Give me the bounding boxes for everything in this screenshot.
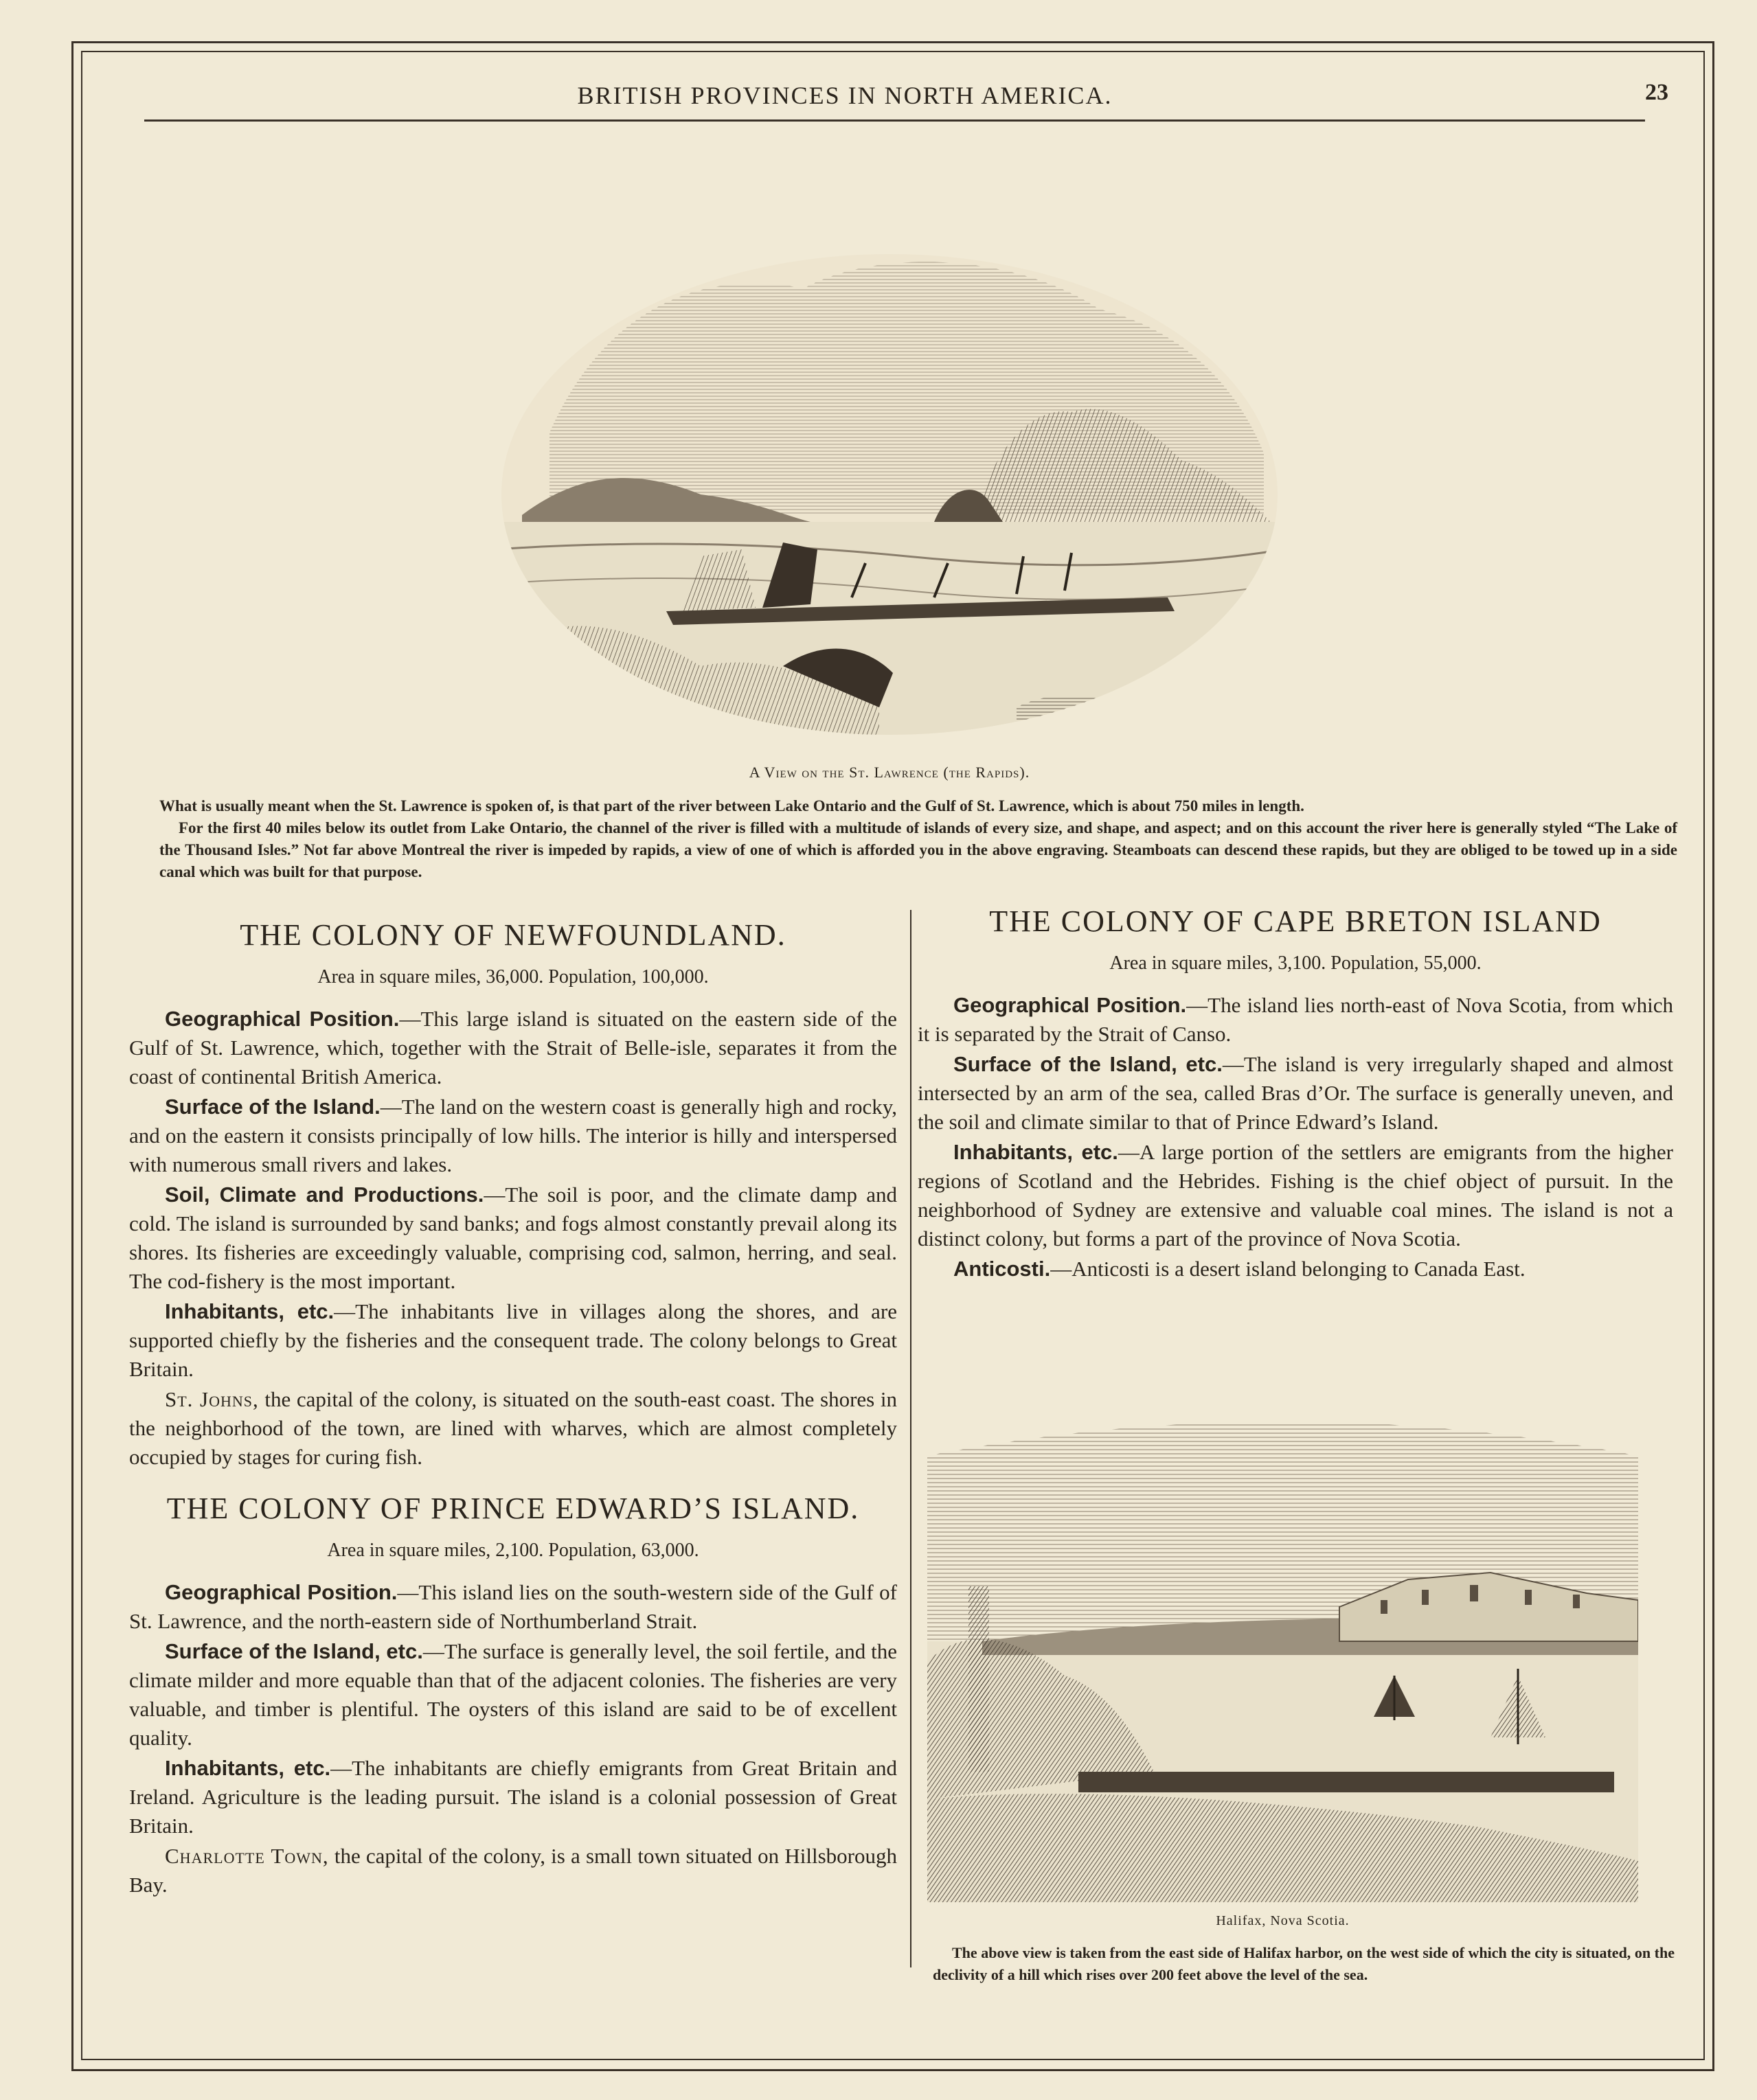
newfoundland-paragraph [129,1093,897,1179]
prince-edward-title: THE COLONY OF PRINCE EDWARD’S ISLAND. [166,1492,860,1525]
st-lawrence-note-line-1: What is usually meant when the St. Lawrence is spoken of, is that part of the river between Lake Ontario and the Gulf of St. Lawrence, which is about 750 miles in length. [159,797,1304,814]
cape-breton-paragraph [918,991,1673,1049]
paragraph-text: —The soil is poor, and the climate damp and cold. The island is surrounded by sand banks; and fogs almost constantly prevail along its shores. Its fisheries are exceedingly valuable, comprising cod, salmon, herring, and seal. The cod-fishery is the most important. [129,1183,897,1293]
newfoundland-area: Area in square miles, 36,000. Population, 100,000. [317,966,709,988]
paragraph-lead: Geographical Position. [165,1580,398,1604]
left-column [129,917,897,1901]
newfoundland-title: THE COLONY OF NEWFOUNDLAND. [240,918,786,952]
prince-edward-paragraph [129,1637,897,1753]
paragraph-lead: Charlotte Town, [165,1844,329,1868]
paragraph-text: —The island is very irregularly shaped and almost intersected by an arm of the sea, called Bras d’Or. The surface is generally uneven, and the soil and climate similar to that of Prince Edward’s Island. [918,1052,1673,1134]
prince-edward-paragraph [129,1754,897,1840]
cape-breton-paragraph [918,1050,1673,1137]
paragraph-lead: Soil, Climate and Productions. [165,1183,484,1207]
paragraph-text: —The surface is generally level, the soil fertile, and the climate milder and more equable than that of the adjacent colonies. The fisheries are very valuable, and timber is plentiful. The oysters of this island are said to be of excellent quality. [129,1639,897,1750]
paragraph-text: —This large island is situated on the eastern side of the Gulf of St. Lawrence, which, together with the Strait of Belle-isle, separates it from the coast of continental British America. [129,1007,898,1088]
paragraph-text: —A large portion of the settlers are emigrants from the higher regions of Scotland and the Hebrides. Fishing is the chief object of pursuit. In the neighborhood of Sydney are extensive and valuable coal mines. The island is not a distinct colony, but forms a part of the province of Nova Scotia. [918,1140,1673,1251]
paragraph-text: the capital of the colony, is a small town situated on Hillsborough Bay. [129,1844,897,1897]
cape-breton-area: Area in square miles, 3,100. Population, 55,000. [1109,952,1482,974]
paragraph-lead: Surface of the Island, etc. [165,1639,423,1663]
paragraph-text: —Anticosti is a desert island belonging to Canada East. [1050,1257,1526,1281]
st-lawrence-caption: A View on the St. Lawrence (the Rapids). [749,764,1030,781]
paragraph-lead: Geographical Position. [953,993,1187,1017]
halifax-engraving-art [927,1415,1638,1902]
running-title: BRITISH PROVINCES IN NORTH AMERICA. [577,82,1113,109]
paragraph-text: —The inhabitants live in villages along the shores, and are supported chiefly by the fisheries and the consequent trade. The colony belongs to Great Britain. [129,1299,897,1381]
newfoundland-paragraph [129,1180,897,1296]
newfoundland-paragraph [129,1297,897,1384]
paragraph-text: —The land on the western coast is generally high and rocky, and on the eastern it consists principally of low hills. The interior is hilly and interspersed with numerous small rivers and lakes. [129,1095,897,1176]
newfoundland-paragraph [129,1005,897,1091]
prince-edward-paragraph [129,1842,897,1899]
paragraph-lead: St. Johns, [165,1387,259,1411]
halifax-note: The above view is taken from the east side of Halifax harbor, on the west side of which the city is situated, on the declivity of a hill which rises over 200 feet above the level of the sea. [933,1944,1675,1983]
st-lawrence-engraving-art [495,227,1284,749]
paragraph-lead: Inhabitants, etc. [165,1299,335,1323]
newfoundland-paragraph [129,1385,897,1472]
paragraph-text: —The island lies north-east of Nova Scotia, from which it is separated by the Strait of Canso. [918,993,1673,1046]
paragraph-lead: Anticosti. [953,1257,1051,1281]
halifax-engraving [927,1415,1638,1902]
st-lawrence-engraving [495,227,1284,749]
paragraph-lead: Geographical Position. [165,1007,400,1031]
prince-edward-paragraph [129,1578,897,1636]
cape-breton-title: THE COLONY OF CAPE BRETON ISLAND [989,904,1602,938]
paragraph-lead: Surface of the Island, etc. [953,1052,1223,1076]
paragraph-text: the capital of the colony, is situated on the south-east coast. The shores in the neighborhood of the town, are lined with wharves, which are almost completely occupied by stages for curing fish. [129,1387,897,1469]
right-column [918,904,1673,1285]
paragraph-lead: Inhabitants, etc. [953,1140,1118,1164]
st-lawrence-note [159,795,1677,883]
page-number: 23 [1645,80,1668,105]
paragraph-text: —This island lies on the south-western side of the Gulf of St. Lawrence, and the north-eastern side of Northumberland Strait. [129,1580,897,1633]
paragraph-lead: Surface of the Island. [165,1095,381,1119]
cape-breton-paragraph [918,1138,1673,1253]
column-divider [910,910,911,1967]
st-lawrence-note-line-2: For the first 40 miles below its outlet from Lake Ontario, the channel of the river is filled with a multitude of islands of every size, and shape, and aspect; and on this account the river here is generally styled “The Lake of the Thousand Isles.” Not far above Montreal the river is impeded by rapids, a view of one of which is afforded you in the above engraving. Steamboats can descend these rapids, but they are obliged to be towed up in a side canal which was built for that purpose. [159,819,1677,880]
cape-breton-paragraph [918,1255,1673,1283]
halifax-caption: Halifax, Nova Scotia. [1216,1913,1350,1928]
paragraph-text: —The inhabitants are chiefly emigrants from Great Britain and Ireland. Agriculture is the leading pursuit. The island is a colonial possession of Great Britain. [129,1756,897,1838]
header-rule [144,119,1645,122]
prince-edward-area: Area in square miles, 2,100. Population, 63,000. [327,1540,699,1561]
paragraph-lead: Inhabitants, etc. [165,1756,331,1780]
